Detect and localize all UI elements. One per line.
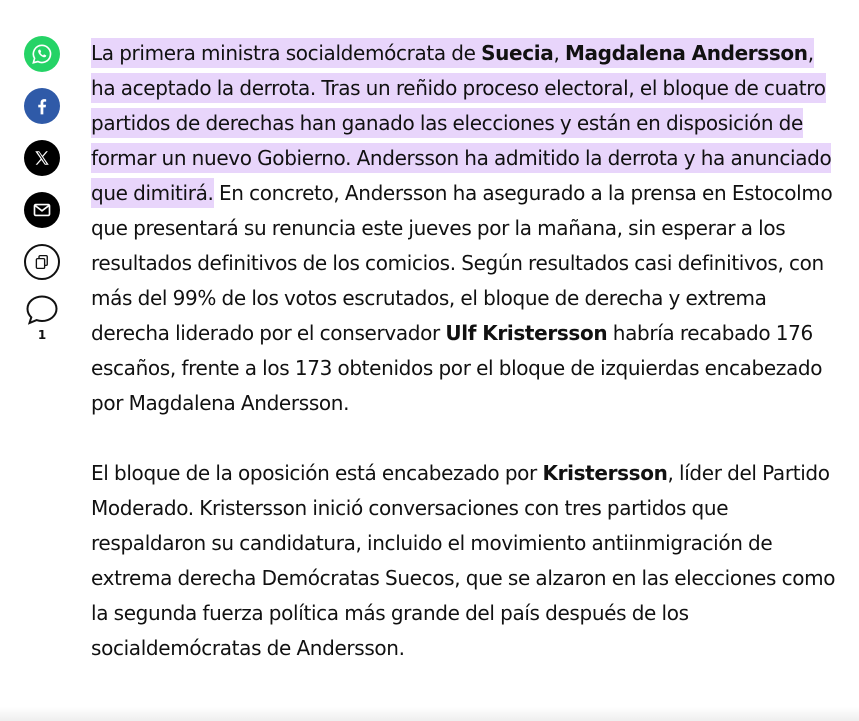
bold-person-name: Magdalena Andersson bbox=[564, 41, 808, 65]
comment-icon bbox=[25, 294, 59, 326]
facebook-icon bbox=[32, 95, 52, 117]
share-bar bbox=[24, 36, 60, 342]
email-icon bbox=[32, 200, 52, 220]
bold-person-name: Kristersson bbox=[542, 461, 668, 485]
bold-country-name: Suecia bbox=[481, 41, 554, 65]
comments-button[interactable] bbox=[24, 294, 60, 342]
x-share-button[interactable] bbox=[24, 140, 60, 176]
bold-person-name: Ulf Kristersson bbox=[445, 321, 608, 345]
bottom-fade bbox=[0, 707, 859, 721]
copy-link-icon bbox=[33, 253, 51, 271]
article-paragraph-2 bbox=[91, 456, 836, 666]
text-segment: En concreto, Andersson ha asegurado a la prensa en Estocolmo que presentará su renuncia este jueves por la mañana, sin esperar a los resultados definitivos de los comicios. Según resultados casi definitivos, con más del 99% de los votos escrutados, el bloque de derecha y extrema derecha liderado por el conservador bbox=[91, 181, 833, 345]
text-segment: , líder del Partido Moderado. Kristersson inició conversaciones con tres partidos que respaldaron su candidatura, incluido el movimiento antiinmigración de extrema derecha Demócratas Suecos, que se alzaron en las elecciones como la segunda fuerza política más grande del país después de los socialdemócratas de Andersson. bbox=[91, 461, 836, 660]
text-segment: La primera ministra socialdemócrata de bbox=[91, 41, 482, 65]
facebook-share-button[interactable] bbox=[24, 88, 60, 124]
text-segment: , bbox=[553, 41, 565, 65]
comment-count: 1 bbox=[37, 328, 47, 342]
x-icon bbox=[33, 149, 51, 167]
article-paragraph-1 bbox=[91, 36, 836, 421]
text-segment: habría recabado 176 escaños, frente a los 173 obtenidos por el bloque de izquierdas encabezado por Magdalena Andersson. bbox=[91, 321, 823, 415]
whatsapp-icon bbox=[31, 43, 53, 65]
email-share-button[interactable] bbox=[24, 192, 60, 228]
text-segment: , ha aceptado la derrota. Tras un reñido proceso electoral, el bloque de cuatro partidos de derechas han ganado las elecciones y están en disposición de formar un nuevo Gobierno. Andersson ha admitido la derrota y ha anunciado que dimitirá. bbox=[91, 41, 832, 205]
copy-link-button[interactable] bbox=[24, 244, 60, 280]
text-segment: El bloque de la oposición está encabezado por bbox=[91, 461, 543, 485]
article-body bbox=[91, 36, 836, 666]
whatsapp-share-button[interactable] bbox=[24, 36, 60, 72]
